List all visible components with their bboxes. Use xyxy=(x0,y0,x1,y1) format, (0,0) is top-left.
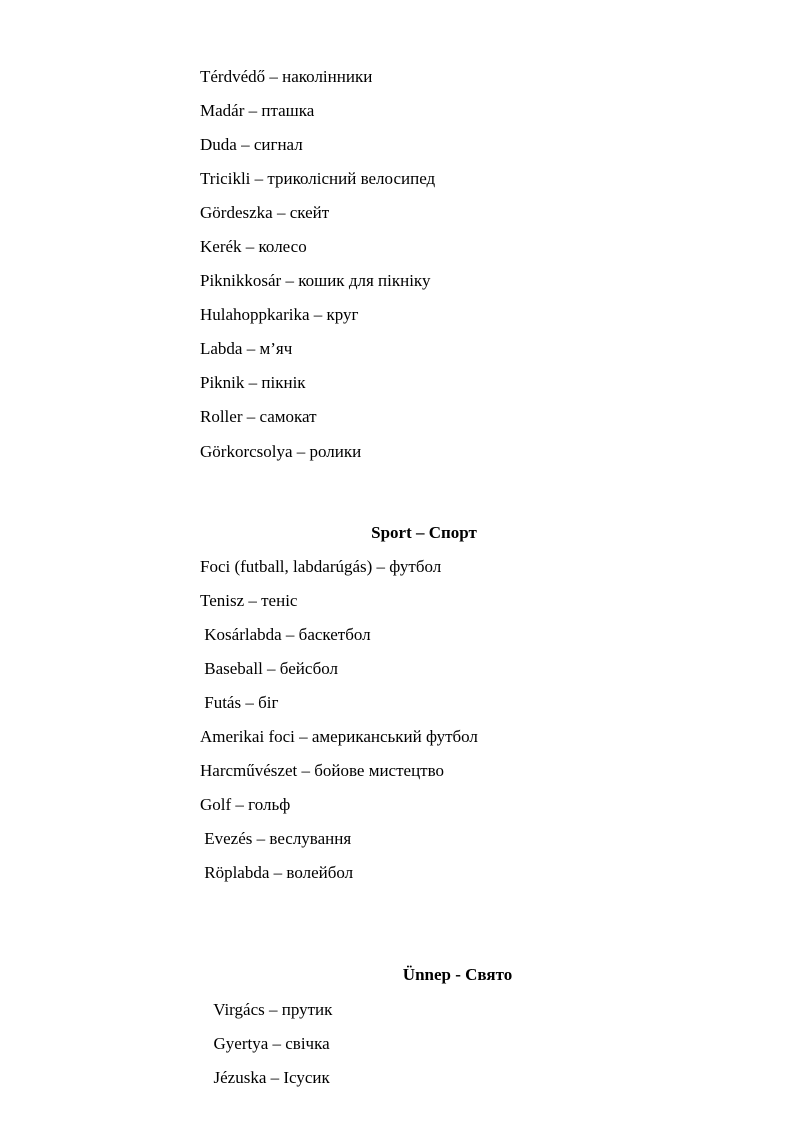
vocab-line: Gördeszka – скейт xyxy=(200,203,330,222)
vocab-line: Harcművészet – бойове мистецтво xyxy=(200,761,445,780)
vocab-line: Duda – сигнал xyxy=(200,135,303,154)
vocab-line: Amerikai foci – американський футбол xyxy=(200,727,478,746)
vocab-line: Gyertya – свічка xyxy=(205,1034,330,1053)
vocab-line: Röplabda – волейбол xyxy=(200,863,354,882)
vocab-line: Tricikli – триколісний велосипед xyxy=(200,169,436,188)
vocab-line: Kosárlabda – баскетбол xyxy=(200,625,371,644)
vocab-line: Madár – пташка xyxy=(200,101,315,120)
vocab-line: Futás – біг xyxy=(200,693,279,712)
vocab-line: Tenisz – теніс xyxy=(200,591,298,610)
vocab-line: Jézuska – Ісусик xyxy=(205,1068,330,1087)
section-heading-sport: Sport – Спорт xyxy=(371,523,477,542)
vocab-line: Piknik – пікнік xyxy=(200,373,306,392)
vocab-line: Virgács – прутик xyxy=(205,1000,333,1019)
section-heading-unnep: Ünnep - Свято xyxy=(402,965,513,984)
vocab-line: Labda – м’яч xyxy=(200,339,293,358)
vocab-line: Hulahoppkarika – круг xyxy=(200,305,359,324)
vocab-line: Térdvédő – наколінники xyxy=(200,67,373,86)
vocab-line: Evezés – веслування xyxy=(200,829,352,848)
vocab-line: Baseball – бейсбол xyxy=(200,659,339,678)
vocab-line: Piknikkosár – кошик для пікніку xyxy=(200,271,431,290)
vocab-line: Golf – гольф xyxy=(200,795,291,814)
vocab-line: Foci (futball, labdarúgás) – футбол xyxy=(200,557,442,576)
vocab-line: Kerék – колесо xyxy=(200,237,307,256)
vocab-line: Görkorcsolya – ролики xyxy=(200,442,362,461)
vocab-line: Roller – самокат xyxy=(200,407,317,426)
